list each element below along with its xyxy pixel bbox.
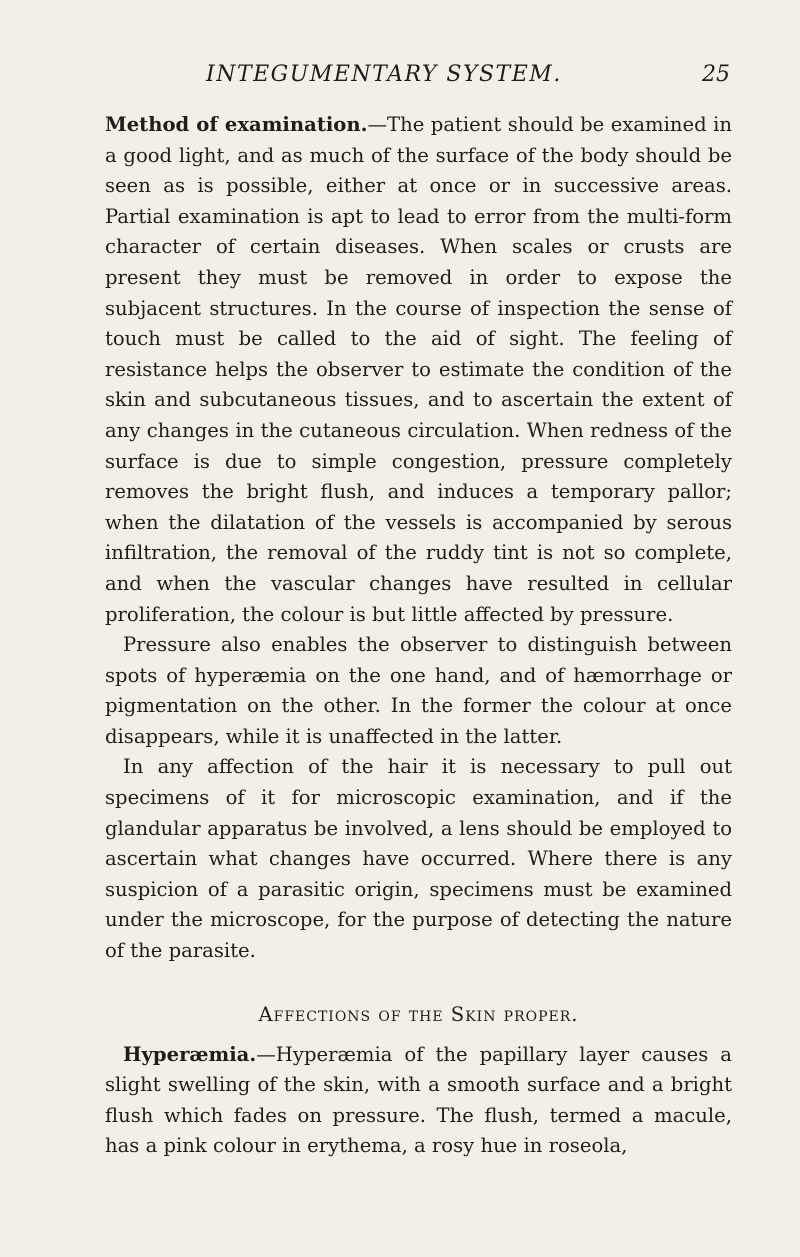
paragraph-pressure — [105, 630, 732, 752]
paragraph-method-of-examination — [105, 110, 732, 630]
page-body — [105, 110, 732, 1162]
page-header — [110, 62, 730, 92]
paragraph-text: —Hyperæmia of the papillary layer causes a slight swelling of the skin, with a smooth surface and a bright flush which fades on pressure. The flush, termed a macule, has a pink colour in erythema, a rosy hue in roseola, — [105, 1042, 732, 1158]
run-in-heading: Method of examination. — [105, 113, 368, 136]
page-number: 25 — [702, 62, 730, 87]
paragraph-hair — [105, 752, 732, 966]
paragraph-text: In any affection of the hair it is necessary to pull out specimens of it for microscopic examination, and if the glandular apparatus be involved, a lens should be employed to ascertain what changes have occurred. Where there is any suspicion of a parasitic origin, specimens must be examined under the microscope, for the purpose of detecting the nature of the parasite. — [105, 755, 732, 963]
section-heading: Affections of the Skin proper. — [258, 1002, 579, 1026]
paragraph-hyperaemia — [105, 1040, 732, 1162]
running-title: INTEGUMENTARY SYSTEM. — [206, 62, 562, 87]
paragraph-text: —The patient should be examined in a good light, and as much of the surface of the body should be seen as is possible, either at once or in successive areas. Partial examination is apt to lead to error from the multi-form character of certain diseases. When scales or crusts are present they must be removed in order to expose the subjacent structures. In the course of inspection the sense of touch must be called to the aid of sight. The feeling of resistance helps the observer to estimate the condition of the skin and subcutaneous tissues, and to ascertain the extent of any changes in the cutaneous circulation. When redness of the surface is due to simple congestion, pressure completely removes the bright flush, and induces a temporary pallor; when the dilatation of the vessels is accompanied by serous infiltration, the removal of the ruddy tint is not so complete, and when the vascular changes have resulted in cellular proliferation, the colour is but little affected by pressure. — [105, 113, 733, 626]
paragraph-text: Pressure also enables the observer to distinguish between spots of hyperæmia on the one hand, and of hæmorrhage or pigmentation on the other. In the former the colour at once disappears, while it is unaffected in the latter. — [105, 633, 732, 748]
run-in-heading: Hyperæmia. — [123, 1042, 257, 1066]
